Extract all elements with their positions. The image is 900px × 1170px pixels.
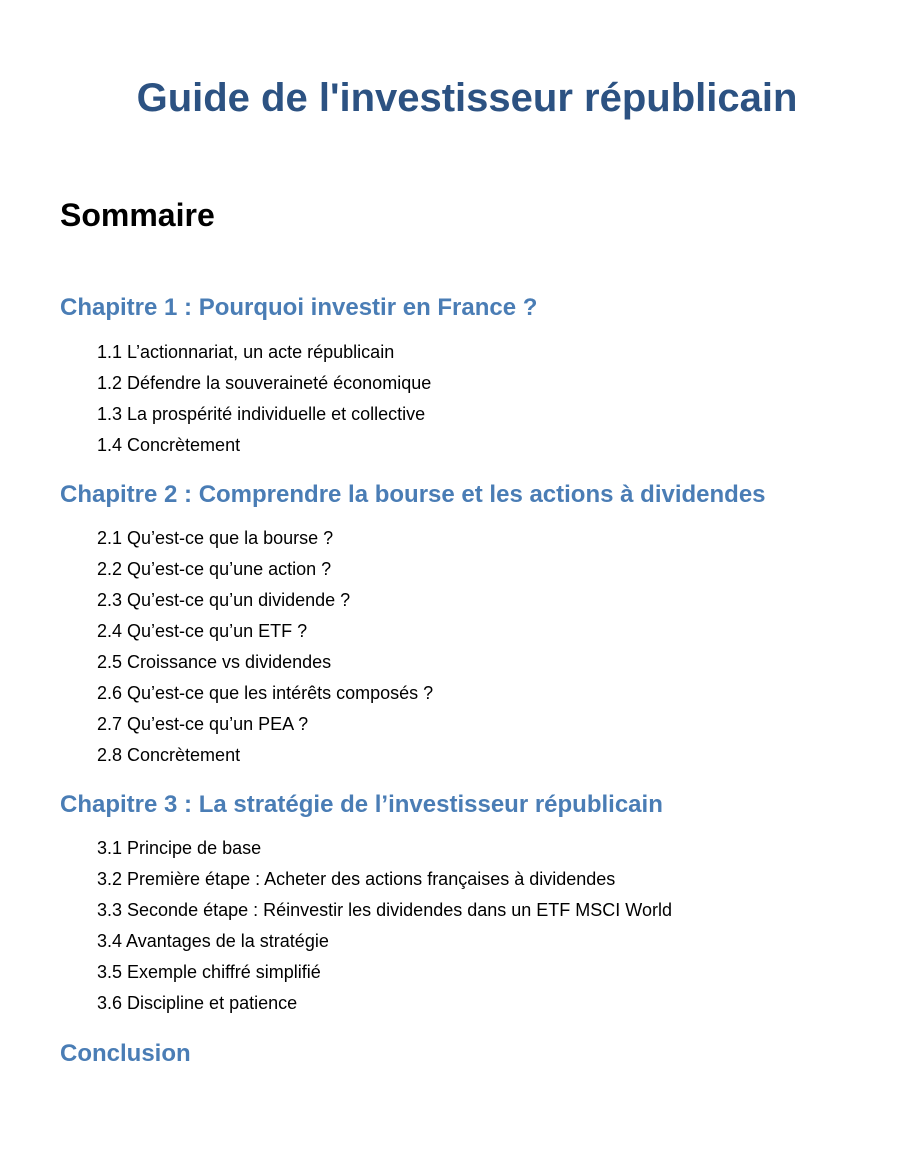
toc-section-3-3[interactable]: 3.3 Seconde étape : Réinvestir les dividendes dans un ETF MSCI World: [97, 900, 672, 920]
toc-section-2-5[interactable]: 2.5 Croissance vs dividendes: [97, 652, 332, 672]
toc-section-2-7[interactable]: 2.7 Qu’est-ce qu’un PEA ?: [97, 714, 309, 734]
toc-section-2-4[interactable]: 2.4 Qu’est-ce qu’un ETF ?: [97, 621, 308, 641]
toc-section-2-1[interactable]: 2.1 Qu’est-ce que la bourse ?: [97, 528, 334, 548]
toc-conclusion[interactable]: Conclusion: [60, 1040, 191, 1067]
toc-section-2-2[interactable]: 2.2 Qu’est-ce qu’une action ?: [97, 559, 332, 579]
toc-chapter-2-sections: [97, 523, 433, 771]
toc-heading: Sommaire: [60, 197, 215, 233]
toc-section-3-4[interactable]: 3.4 Avantages de la stratégie: [97, 931, 329, 951]
toc-section-2-6[interactable]: 2.6 Qu’est-ce que les intérêts composés ?: [97, 683, 434, 703]
toc-section-2-8[interactable]: 2.8 Concrètement: [97, 745, 241, 765]
toc-chapter-1[interactable]: Chapitre 1 : Pourquoi investir en France ?: [60, 294, 538, 321]
toc-section-3-5[interactable]: 3.5 Exemple chiffré simplifié: [97, 962, 321, 982]
toc-chapter-3[interactable]: Chapitre 3 : La stratégie de l’investisseur républicain: [60, 791, 663, 818]
toc-section-1-1[interactable]: 1.1 L’actionnariat, un acte républicain: [97, 342, 395, 362]
toc-section-1-4[interactable]: 1.4 Concrètement: [97, 435, 241, 455]
toc-section-1-2[interactable]: 1.2 Défendre la souveraineté économique: [97, 373, 432, 393]
toc-section-1-3[interactable]: 1.3 La prospérité individuelle et collective: [97, 404, 426, 424]
toc-chapter-1-sections: [97, 337, 431, 461]
toc-chapter-3-sections: [97, 833, 672, 1019]
toc-section-2-3[interactable]: 2.3 Qu’est-ce qu’un dividende ?: [97, 590, 351, 610]
toc-chapter-2[interactable]: Chapitre 2 : Comprendre la bourse et les actions à dividendes: [60, 481, 766, 508]
document-title: Guide de l'investisseur républicain: [136, 76, 798, 120]
toc-section-3-2[interactable]: 3.2 Première étape : Acheter des actions françaises à dividendes: [97, 869, 616, 889]
toc-section-3-1[interactable]: 3.1 Principe de base: [97, 838, 262, 858]
toc-section-3-6[interactable]: 3.6 Discipline et patience: [97, 993, 298, 1013]
